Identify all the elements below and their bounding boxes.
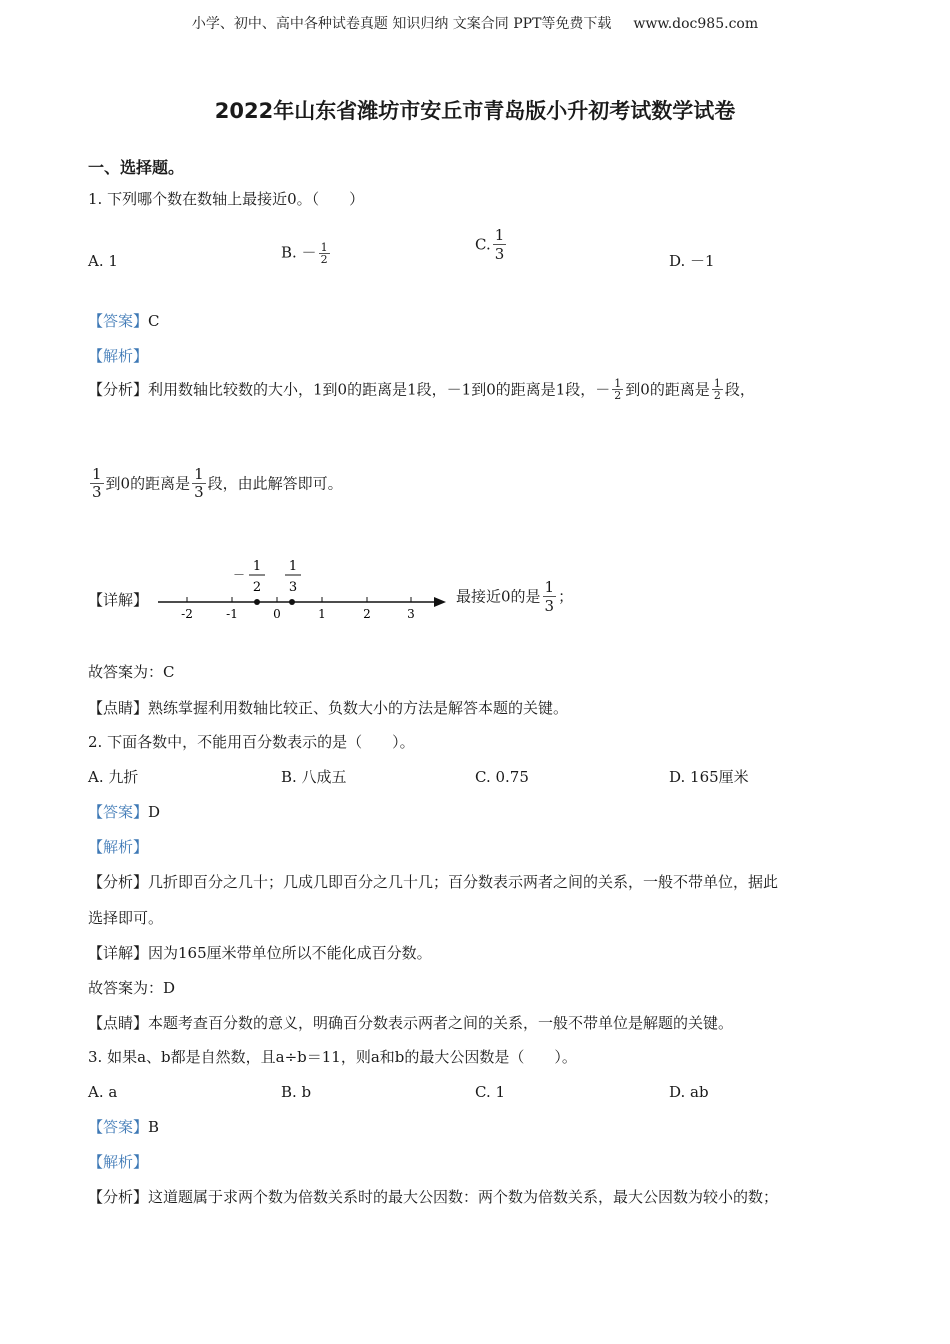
q3-option-d: D. ab xyxy=(669,1083,709,1101)
q3-analysis-tag: 【解析】 xyxy=(88,1153,149,1171)
q2-option-a: A. 九折 xyxy=(88,768,139,786)
q3-answer: 【答案】B xyxy=(88,1118,160,1136)
tick-label: 3 xyxy=(407,607,415,621)
fraction: $\frac{1}{2}$ xyxy=(614,377,622,402)
q1-xiangjie-tag: 【详解】 xyxy=(88,591,149,609)
fraction: $\frac{1}{3}$ xyxy=(494,226,505,263)
q1-fenxi: 【分析】利用数轴比较数的大小，1到0的距离是1段，－1到0的距离是1段，－ $\frac{1}{2}$ 到0的距离是 $\frac{1}{2}$ 段， xyxy=(88,377,755,402)
q1-option-d: D. －1 xyxy=(669,252,715,270)
label-a-den: 2 xyxy=(252,580,262,595)
q3-stem: 3. 如果a、b都是自然数，且a÷b＝11，则a和b的最大公因数是（ ）。 xyxy=(88,1048,577,1066)
fraction: $\frac{1}{3}$ xyxy=(92,465,102,501)
q2-answer: 【答案】D xyxy=(88,803,161,821)
q2-conclusion: 故答案为：D xyxy=(88,979,176,997)
q1-option-a: A. 1 xyxy=(88,252,118,270)
number-line xyxy=(150,552,450,624)
q1-closest: 最接近0的是 $\frac{1}{3}$ ； xyxy=(456,578,574,615)
fraction: $\frac{1}{2}$ xyxy=(320,241,328,266)
tick-label: -1 xyxy=(226,607,238,621)
fraction: $\frac{1}{3}$ xyxy=(544,578,555,615)
q1-analysis-tag: 【解析】 xyxy=(88,347,149,365)
q2-option-d: D. 165厘米 xyxy=(669,768,749,786)
q1-stem: 1. 下列哪个数在数轴上最接近0。（ ） xyxy=(88,190,365,208)
q2-fenxi: 【分析】几折即百分之几十；几成几即百分之几十几；百分数表示两者之间的关系，一般不带单位，据此 xyxy=(88,873,779,891)
tick-label: 1 xyxy=(318,607,326,621)
arrow-icon xyxy=(434,597,446,607)
q2-option-b: B. 八成五 xyxy=(281,768,347,786)
q2-xiangjie: 【详解】因为165厘米带单位所以不能化成百分数。 xyxy=(88,944,432,962)
q3-option-c: C. 1 xyxy=(475,1083,506,1101)
q1-dianjing: 【点睛】熟练掌握利用数轴比较正、负数大小的方法是解答本题的关键。 xyxy=(88,699,569,717)
label-b-num: 1 xyxy=(288,559,298,574)
header-text: 小学、初中、高中各种试卷真题 知识归纳 文案合同 PPT等免费下载 xyxy=(191,16,612,32)
q1-conclusion: 故答案为：C xyxy=(88,663,175,681)
neg-sign: － xyxy=(232,568,246,582)
fraction: $\frac{1}{2}$ xyxy=(713,377,721,402)
q2-stem: 2. 下面各数中，不能用百分数表示的是（ ）。 xyxy=(88,733,415,751)
q2-analysis-tag: 【解析】 xyxy=(88,838,149,856)
q2-dianjing: 【点睛】本题考查百分数的意义，明确百分数表示两者之间的关系，一般不带单位是解题的关键。 xyxy=(88,1014,734,1032)
page-header xyxy=(0,13,950,33)
q3-option-b: B. b xyxy=(281,1083,312,1101)
tick-label: 2 xyxy=(363,607,371,621)
document-title: 2022年山东省潍坊市安丘市青岛版小升初考试数学试卷 xyxy=(214,99,736,123)
label-b-den: 3 xyxy=(288,580,298,595)
tick-label: -2 xyxy=(181,607,193,621)
q2-fenxi-cont: 选择即可。 xyxy=(88,909,164,927)
q3-option-a: A. a xyxy=(88,1083,118,1101)
header-site[interactable]: www.doc985.com xyxy=(633,16,759,32)
point-third xyxy=(289,599,295,605)
fraction: $\frac{1}{3}$ xyxy=(194,465,204,501)
q1-answer: 【答案】C xyxy=(88,312,160,330)
tick-label: 0 xyxy=(273,607,281,621)
q3-fenxi: 【分析】这道题属于求两个数为倍数关系时的最大公因数：两个数为倍数关系，最大公因数为较小的数； xyxy=(88,1188,779,1206)
point-neg-half xyxy=(254,599,260,605)
q2-option-c: C. 0.75 xyxy=(475,768,529,786)
section-heading: 一、选择题。 xyxy=(88,158,185,177)
q1-option-c: C. $\frac{1}{3}$ xyxy=(475,226,505,263)
q1-option-b: B. － $\frac{1}{2}$ xyxy=(281,241,328,266)
label-a-num: 1 xyxy=(252,559,262,574)
q1-fenxi-cont: $\frac{1}{3}$ 到0的距离是 $\frac{1}{3}$ 段，由此解答即可。 xyxy=(92,465,343,501)
